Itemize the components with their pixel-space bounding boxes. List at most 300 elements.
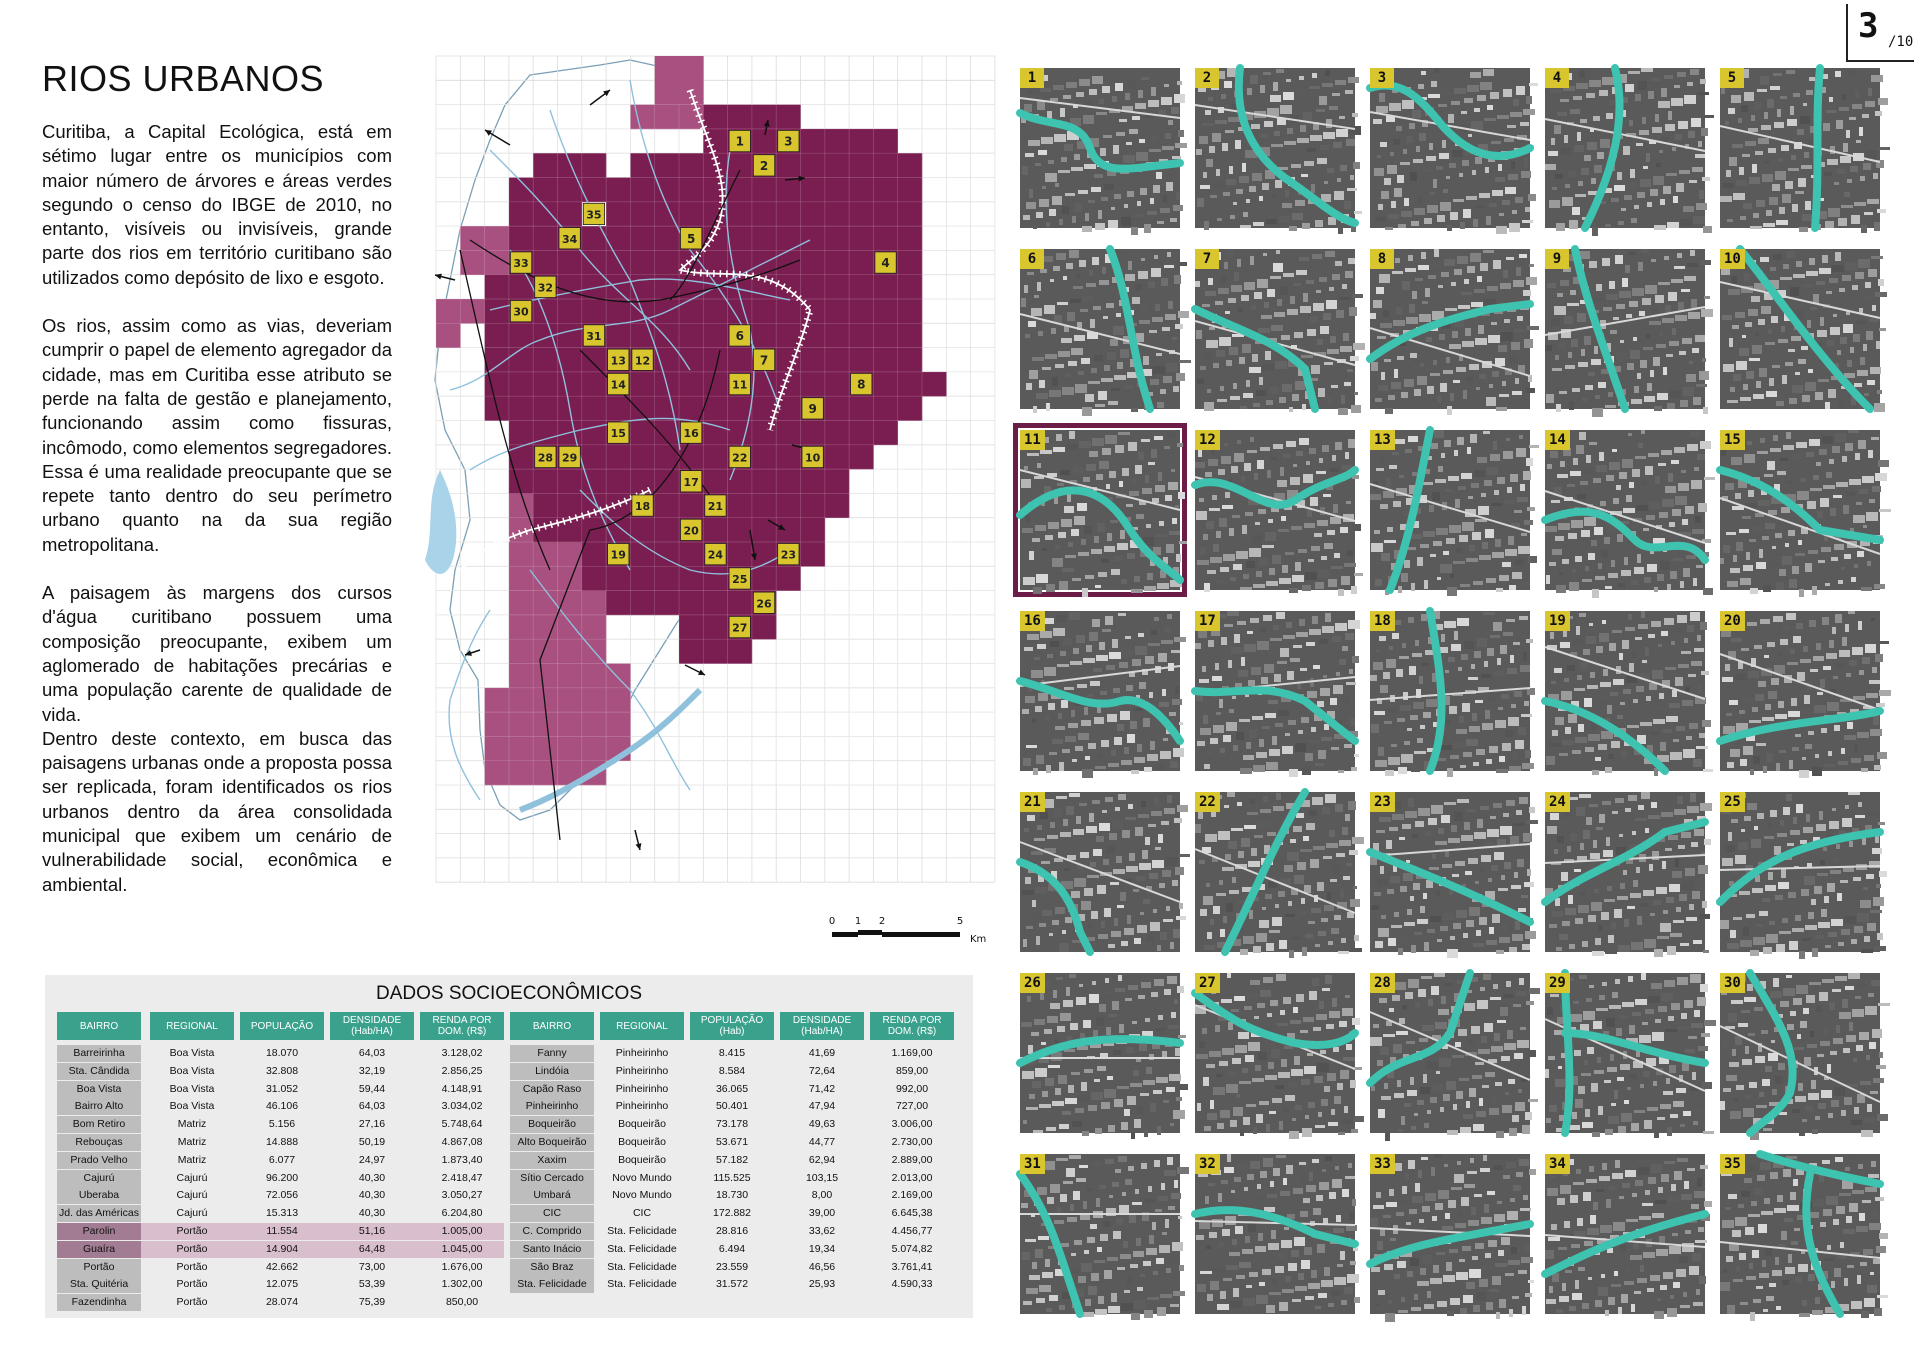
table-cell: 6.645,38 [891,1207,933,1220]
svg-text:3: 3 [784,134,793,149]
map-cell-dark [558,202,583,227]
map-cell-light [655,56,680,81]
table-cell: 96.200 [265,1171,299,1184]
table-cell: Cajurú [176,1171,208,1184]
svg-text:7: 7 [759,353,769,368]
map-cell-dark [801,469,826,494]
map-cell-dark [630,275,655,300]
map-cell-light [582,615,607,640]
table-cell: 5.156 [268,1118,296,1131]
table-cell: 46.106 [265,1100,299,1113]
svg-text:6: 6 [735,328,744,343]
table-cell: C. Comprido [510,1223,594,1240]
map-cell-dark [752,202,777,227]
map-cell-dark [582,421,607,446]
aerial-tile-25 [1720,792,1880,952]
table-cell: Portão [176,1225,208,1237]
aerial-photo [1720,611,1880,771]
map-cell-dark [898,226,923,251]
table-cell: Portão [176,1242,208,1255]
aerial-tile-12 [1195,430,1355,590]
svg-text:12: 12 [634,354,651,368]
map-location-label-31 [583,325,604,346]
map-cell-light [509,591,534,616]
map-cell-dark [606,323,631,348]
map-cell-dark [703,615,728,640]
table-row [510,1098,954,1115]
map-location-label-29 [559,446,580,467]
tile-number: 11 [1020,430,1045,450]
table-cell: Boa Vista [169,1100,215,1113]
aerial-tile-34 [1545,1154,1705,1314]
aerial-tile-27 [1195,973,1355,1133]
map-cell-dark [558,299,583,324]
map-cell-dark [776,445,801,470]
table-row [510,1223,954,1240]
aerial-tile-30 [1720,973,1880,1133]
table-cell: Alto Boqueirão [510,1134,594,1151]
map-cell-dark [533,250,558,275]
map-cell-light [485,712,510,737]
table-title: DADOS SOCIOECONÔMICOS [375,983,643,1004]
page-number-badge [1846,4,1914,62]
aerial-photo [1370,68,1530,228]
map-cell-dark [509,372,534,397]
map-cell-dark [655,493,680,518]
map-cell-dark [922,372,947,397]
map-cell-light [460,250,485,275]
map-cell-dark [898,275,923,300]
table-cell: 4.590,33 [891,1278,933,1291]
map-cell-dark [485,275,510,300]
aerial-tile-6 [1020,249,1180,409]
aerial-photo [1545,792,1705,952]
aerial-photo [1195,1154,1355,1314]
table-cell: 4.456,77 [891,1225,933,1237]
map-cell-dark [825,493,850,518]
map-cell-dark [801,493,826,518]
table-cell: 75,39 [358,1296,386,1309]
map-cell-dark [582,396,607,421]
map-cell-dark [655,396,680,421]
table-cell: 23.559 [715,1260,749,1273]
map-cell-dark [679,299,704,324]
map-cell-dark [703,372,728,397]
map-cell-dark [898,396,923,421]
svg-text:11: 11 [732,378,748,392]
map-cell-dark [679,178,704,203]
aerial-photo [1545,430,1705,590]
map-cell-light [509,542,534,567]
table-header-cell: RENDA POR DOM. (R$) [420,1012,504,1040]
map-cell-light [485,761,510,786]
table-cell: 6.077 [268,1153,296,1166]
map-cell-light [606,688,631,713]
table-cell: Umbará [510,1187,594,1204]
map-cell-dark [849,226,874,251]
map-location-label-4 [875,252,896,273]
map-cell-dark [849,299,874,324]
table-cell: Novo Mundo [612,1189,672,1202]
svg-text:32: 32 [537,281,554,295]
map-cell-dark [873,299,898,324]
map-cell-dark [898,323,923,348]
map-cell-dark [873,153,898,178]
aerial-photo [1020,249,1180,409]
table-header-cell: DENSIDADE (Hab/HA) [780,1012,864,1040]
map-cell-dark [582,566,607,591]
tile-number: 5 [1720,68,1744,88]
svg-text:17: 17 [683,475,699,489]
table-row [510,1205,954,1222]
svg-text:14: 14 [610,378,626,392]
map-cell-dark [898,250,923,275]
map-cell-dark [752,372,777,397]
table-cell: 73,00 [358,1260,386,1273]
map-cell-dark [679,542,704,567]
map-cell-light [582,688,607,713]
reservoir [425,470,456,574]
map-cell-dark [825,372,850,397]
table-cell: Matriz [177,1153,207,1166]
map-cell-dark [752,615,777,640]
map-cell-light [509,639,534,664]
aerial-photo [1195,430,1355,590]
map-cell-dark [873,396,898,421]
map-cell-dark [825,153,850,178]
table-cell: 1.045,00 [441,1242,483,1255]
svg-text:34: 34 [561,232,578,246]
aerial-tile-31 [1020,1154,1180,1314]
aerial-photo [1720,1154,1880,1314]
map-cell-dark [703,202,728,227]
map-cell-dark [679,323,704,348]
aerial-photo [1020,68,1180,228]
map-cell-dark [825,445,850,470]
map-cell-dark [630,445,655,470]
table-cell: 19,34 [808,1242,836,1255]
map-cell-dark [630,566,655,591]
table-cell: 1.169,00 [891,1047,933,1059]
table-cell: Fazendinha [57,1294,141,1311]
paragraph: Os rios, assim como as vias, deveriam cumprir o papel de elemento agregador da cidade, mas em Curitiba esse atributo se perde na falta de gestão e planejamento, funcionando assim como fissuras, incômodo, como elementos segregadores. Essa é uma realidade preocupante que se repete tanto dentro do seu perímetro urbano quanto na da sua região metropolitana. [42,315,392,555]
table-cell: 59,44 [358,1082,386,1095]
map-cell-dark [728,469,753,494]
table-cell: 41,69 [808,1047,836,1059]
table-row [510,1187,954,1204]
map-cell-light [533,615,558,640]
map-cell-dark [558,275,583,300]
map-cell-light [509,615,534,640]
map-cell-light [533,542,558,567]
map-cell-dark [752,178,777,203]
aerial-photo [1195,68,1355,228]
map-cell-dark [801,372,826,397]
table-row [57,1152,504,1169]
map-cell-dark [606,591,631,616]
table-cell: 39,00 [808,1207,836,1220]
table-row [510,1152,954,1169]
map-cell-dark [776,178,801,203]
table-cell: Cajurú [176,1189,208,1202]
table-cell: 6.494 [718,1242,746,1255]
aerial-tile-22 [1195,792,1355,952]
map-cell-dark [606,178,631,203]
table-row [57,1205,504,1222]
map-cell-light [558,688,583,713]
table-cell: Parolin [57,1223,141,1240]
table-cell: 8.584 [718,1064,746,1077]
table-cell: Pinheirinho [615,1100,669,1113]
map-cell-dark [630,202,655,227]
map-cell-dark [630,250,655,275]
map-cell-dark [801,226,826,251]
map-cell-light [558,542,583,567]
map-cell-dark [873,421,898,446]
map-cell-dark [728,105,753,130]
map-cell-dark [776,566,801,591]
table-cell: Sítio Cercado [510,1170,594,1187]
svg-text:10: 10 [804,451,821,465]
map-cell-dark [630,396,655,421]
map-location-label-28 [535,446,556,467]
map-cell-dark [873,178,898,203]
aerial-tile-14 [1545,430,1705,590]
tile-number: 1 [1020,68,1044,88]
table-cell: 8,00 [811,1189,833,1202]
table-cell: Rebouças [57,1134,141,1151]
svg-text:25: 25 [732,572,748,586]
map-cell-dark [509,202,534,227]
table-cell: Portão [176,1296,208,1309]
map-cell-light [436,323,461,348]
aerial-photo [1020,430,1180,590]
aerial-tile-5 [1720,68,1880,228]
map-location-label-27 [729,616,750,637]
table-cell: 3.761,41 [891,1260,933,1273]
map-cell-dark [485,323,510,348]
table-row [510,1045,954,1062]
svg-text:28: 28 [537,451,554,465]
table-row [510,1134,954,1151]
map-cell-dark [703,469,728,494]
map-cell-dark [703,153,728,178]
map-cell-dark [849,348,874,373]
table-cell: Boqueirão [618,1153,666,1166]
table-cell: 46,56 [808,1260,836,1273]
aerial-photo [1545,611,1705,771]
aerial-photo [1545,1154,1705,1314]
aerial-photo [1545,249,1705,409]
table-cell: 727,00 [895,1100,929,1113]
map-cell-dark [558,469,583,494]
tile-number: 31 [1020,1154,1045,1174]
table-cell: 25,93 [808,1278,836,1291]
table-cell: 64,03 [358,1047,386,1059]
map-cell-light [606,664,631,689]
aerial-photo [1720,249,1880,409]
map-cell-dark [679,202,704,227]
table-row [510,1259,954,1276]
river-highlight [1815,68,1820,228]
map-location-label-33 [510,252,531,273]
tile-number: 7 [1195,249,1219,269]
map-cell-dark [801,202,826,227]
map-cell-dark [606,299,631,324]
map-cell-dark [728,178,753,203]
map-cell-light [679,56,704,81]
map-cell-dark [849,129,874,154]
map-location-label-8 [851,373,872,394]
table-row [57,1259,504,1276]
map-cell-dark [849,396,874,421]
map-cell-dark [825,299,850,324]
table-cell: Portão [57,1259,141,1276]
table-cell: Cajurú [176,1207,208,1220]
table-cell: Cajurú [57,1170,141,1187]
map-cell-dark [728,153,753,178]
aerial-tile-29 [1545,973,1705,1133]
tile-number: 16 [1020,611,1045,631]
table-cell: Bairro Alto [57,1098,141,1115]
table-cell: Boqueirão [510,1116,594,1133]
map-cell-dark [728,421,753,446]
map-cell-dark [606,518,631,543]
tile-number: 20 [1720,611,1745,631]
aerial-photo [1195,792,1355,952]
table-cell: Sta. Felicidade [607,1278,677,1291]
table-cell: Pinheirinho [615,1047,669,1059]
map-cell-dark [849,202,874,227]
aerial-photo [1195,249,1355,409]
map-cell-dark [558,153,583,178]
map-cell-dark [752,445,777,470]
map-cell-dark [776,518,801,543]
map-cell-dark [533,153,558,178]
table-cell: Sta. Cândida [57,1063,141,1080]
map-cell-dark [582,299,607,324]
table-row [57,1187,504,1204]
table-cell: Boa Vista [169,1064,215,1077]
map-cell-dark [825,129,850,154]
table-cell: 115.525 [713,1171,751,1184]
map-cell-dark [582,153,607,178]
svg-text:30: 30 [513,305,529,319]
svg-text:16: 16 [683,427,699,441]
aerial-tile-10 [1720,249,1880,409]
aerial-tile-32 [1195,1154,1355,1314]
page-total: /10 [1888,34,1914,50]
tile-number: 3 [1370,68,1394,88]
aerial-photo [1720,973,1880,1133]
map-cell-dark [679,591,704,616]
map-cell-dark [630,226,655,251]
table-row [57,1223,504,1240]
tile-number: 35 [1720,1154,1745,1174]
map-cell-dark [801,275,826,300]
aerial-photo [1370,611,1530,771]
map-location-label-7 [753,349,774,370]
map-location-label-13 [608,349,629,370]
table-cell: Fanny [510,1045,594,1062]
aerial-tile-3 [1370,68,1530,228]
tile-number: 2 [1195,68,1219,88]
map-cell-dark [655,566,680,591]
aerial-tile-11 [1020,430,1180,590]
table-cell: Santo Inácio [510,1241,594,1258]
scale-tick-label: 1 [854,916,862,927]
table-cell: 3.006,00 [891,1118,933,1131]
table-cell: 3.034,02 [441,1100,483,1113]
map-cell-dark [801,348,826,373]
map-cell-light [558,566,583,591]
paragraph: Dentro deste contexto, em busca das paisagens urbanas onde a proposta possa ser replicada, foram identificados os rios urbanos dentro da área consolidada municipal que exibem um cenário de vulnerabilidade social, econômica e ambiental. [42,727,392,895]
table-cell: Sta. Felicidade [510,1276,594,1293]
table-row [57,1294,504,1311]
map-cell-dark [825,178,850,203]
tile-number: 17 [1195,611,1220,631]
table-cell: Novo Mundo [612,1171,672,1184]
table-cell: 103,15 [805,1171,839,1184]
map-cell-dark [776,493,801,518]
map-location-label-26 [753,592,774,613]
map-cell-light [582,712,607,737]
table-row [510,1116,954,1133]
map-cell-light [558,615,583,640]
map-location-label-24 [705,544,726,565]
map-cell-light [533,664,558,689]
table-cell: Uberaba [57,1187,141,1204]
table-cell: 2.856,25 [441,1064,483,1077]
map-location-label-23 [778,544,799,565]
map-cell-dark [873,202,898,227]
aerial-photo [1020,1154,1180,1314]
map-location-label-32 [535,276,556,297]
table-header-cell: POPULAÇÃO (Hab) [690,1012,774,1040]
tile-number: 12 [1195,430,1220,450]
scale-segment [882,932,960,937]
table-cell: Sta. Felicidade [607,1225,677,1237]
map-cell-dark [558,323,583,348]
aerial-photo [1370,1154,1530,1314]
table-cell: Barreirinha [57,1045,141,1062]
table-cell: 40,30 [358,1189,386,1202]
tile-number: 8 [1370,249,1394,269]
table-row [510,1063,954,1080]
aerial-tile-17 [1195,611,1355,771]
aerial-photo [1545,68,1705,228]
aerial-photo [1020,611,1180,771]
map-cell-dark [801,153,826,178]
map-cell-dark [533,299,558,324]
table-cell: 40,30 [358,1171,386,1184]
map-cell-dark [752,493,777,518]
map-cell-dark [898,372,923,397]
map-cell-light [436,299,461,324]
map-cell-dark [898,348,923,373]
map-cell-light [509,761,534,786]
map-cell-dark [655,591,680,616]
map-cell-dark [752,518,777,543]
svg-text:31: 31 [586,329,602,343]
map-cell-dark [655,153,680,178]
table-cell: Sta. Felicidade [607,1260,677,1273]
map-cell-light [509,566,534,591]
map-cell-dark [630,178,655,203]
map-cell-light [509,712,534,737]
scale-unit: Km [970,934,987,945]
table-row [57,1134,504,1151]
